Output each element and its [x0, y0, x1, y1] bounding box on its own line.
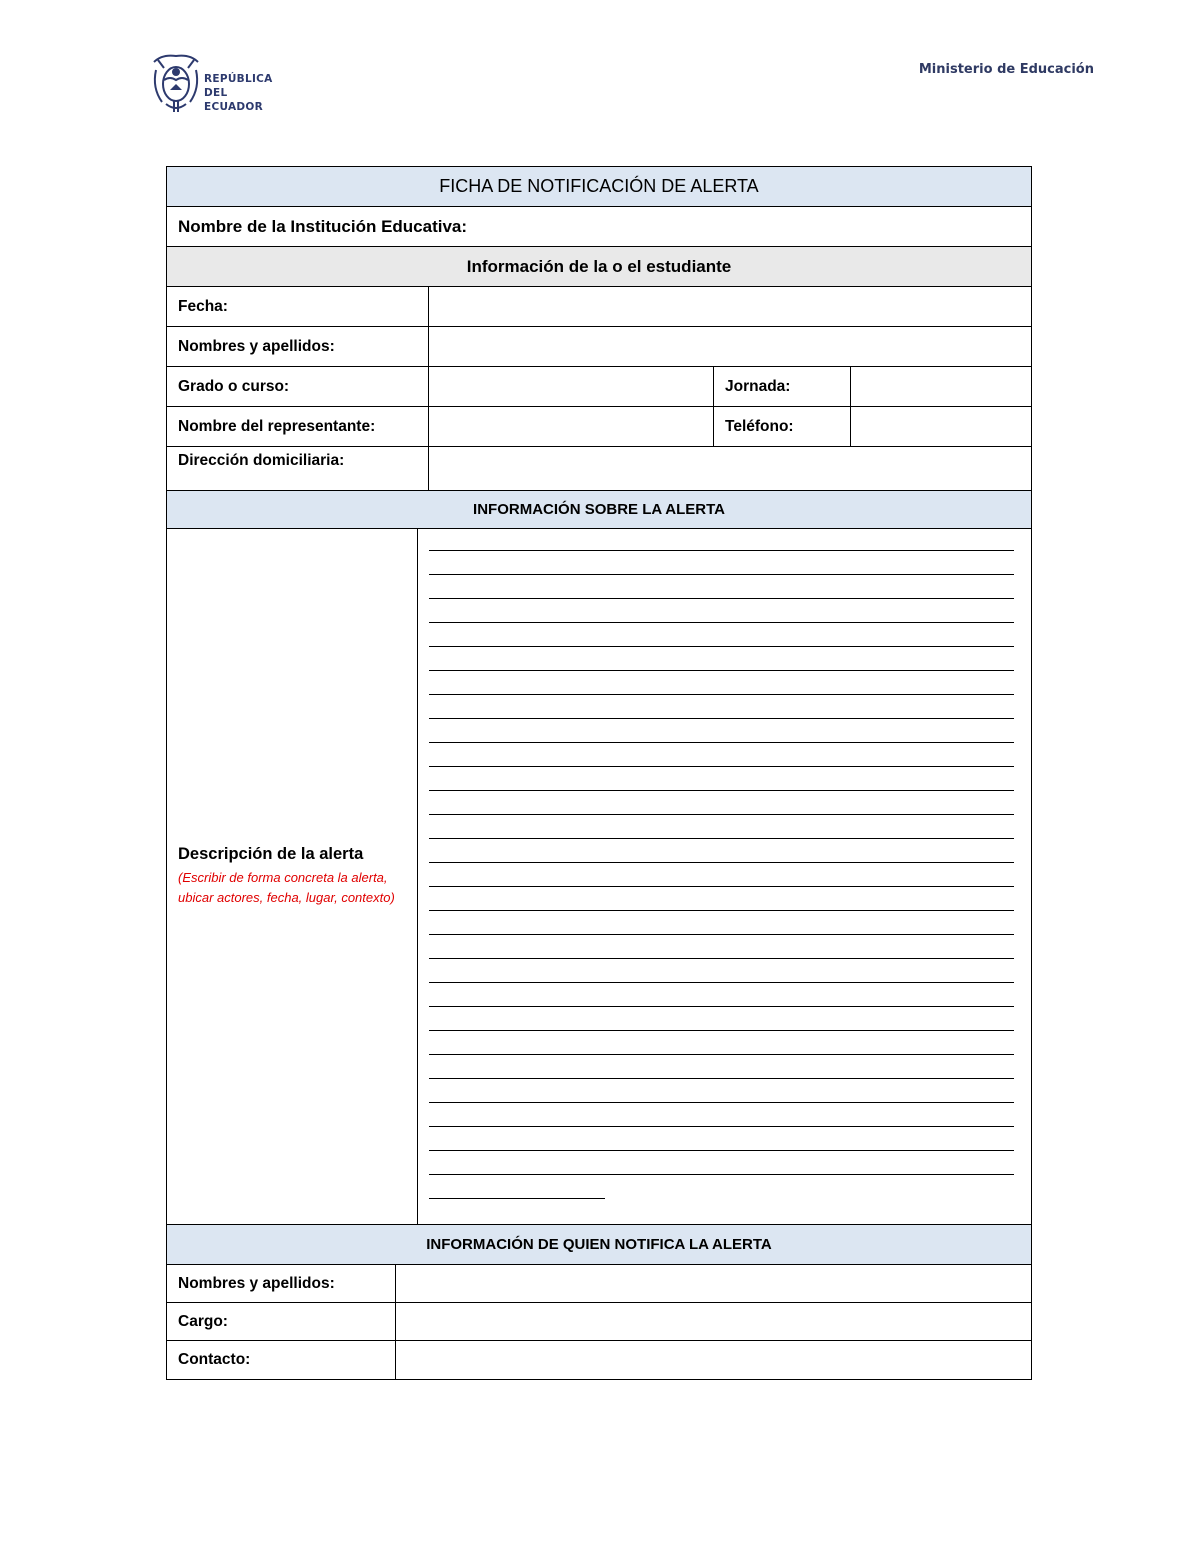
description-row — [167, 529, 1031, 1225]
student-section-row — [167, 247, 1031, 287]
form-title: FICHA DE NOTIFICACIÓN DE ALERTA — [439, 176, 759, 196]
writing-line — [429, 622, 1014, 623]
nombres-label: Nombres y apellidos: — [167, 327, 429, 366]
writing-line — [429, 886, 1014, 887]
fecha-label: Fecha: — [167, 287, 429, 326]
writing-line — [429, 1054, 1014, 1055]
notifier-section-title: INFORMACIÓN DE QUIEN NOTIFICA LA ALERTA — [426, 1236, 772, 1253]
writing-line — [429, 982, 1014, 983]
notifier-nombres-field[interactable] — [396, 1265, 1031, 1302]
writing-line — [429, 598, 1014, 599]
writing-line — [429, 574, 1014, 575]
cargo-row — [167, 1303, 1031, 1341]
writing-line — [429, 862, 1014, 863]
grado-row — [167, 367, 1031, 407]
cargo-label: Cargo: — [167, 1303, 396, 1340]
writing-line — [429, 646, 1014, 647]
alert-section-title: INFORMACIÓN SOBRE LA ALERTA — [473, 501, 725, 518]
contacto-label: Contacto: — [167, 1341, 396, 1379]
telefono-label: Teléfono: — [714, 407, 851, 446]
coat-of-arms-icon — [150, 50, 202, 115]
notifier-nombres-label: Nombres y apellidos: — [167, 1265, 396, 1302]
alert-section-row — [167, 491, 1031, 529]
writing-line — [429, 910, 1014, 911]
logo-text-line1: REPÚBLICA — [204, 73, 273, 85]
grado-label: Grado o curso: — [167, 367, 429, 406]
notifier-section-row — [167, 1225, 1031, 1265]
writing-line — [429, 1126, 1014, 1127]
direccion-label: Dirección domiciliaria: — [167, 447, 429, 490]
writing-line — [429, 550, 1014, 551]
cargo-field[interactable] — [396, 1303, 1031, 1340]
writing-line — [429, 1006, 1014, 1007]
writing-line — [429, 1030, 1014, 1031]
writing-line — [429, 838, 1014, 839]
representante-row — [167, 407, 1031, 447]
jornada-field[interactable] — [851, 367, 1031, 406]
writing-line — [429, 1078, 1014, 1079]
representante-field[interactable] — [429, 407, 714, 446]
writing-line — [429, 718, 1014, 719]
writing-line — [429, 958, 1014, 959]
writing-line — [429, 694, 1014, 695]
form-title-row — [167, 167, 1031, 207]
institution-field[interactable]: Nombre de la Institución Educativa: — [178, 216, 468, 236]
description-hint: (Escribir de forma concreta la alerta, ubicar actores, fecha, lugar, contexto) — [178, 870, 395, 905]
alert-notification-form — [166, 166, 1032, 1380]
ministry-name: Ministerio de Educación — [918, 62, 1094, 77]
nombres-field[interactable] — [429, 327, 1031, 366]
republic-logo — [150, 50, 280, 115]
writing-line — [429, 742, 1014, 743]
description-writing-area[interactable] — [418, 529, 1031, 1224]
contacto-row — [167, 1341, 1031, 1379]
writing-line — [429, 1150, 1014, 1151]
notifier-nombres-row — [167, 1265, 1031, 1303]
writing-line — [429, 766, 1014, 767]
direccion-field[interactable] — [429, 447, 1031, 490]
contacto-field[interactable] — [396, 1341, 1031, 1379]
nombres-row — [167, 327, 1031, 367]
writing-line — [429, 790, 1014, 791]
institution-row — [167, 207, 1031, 247]
writing-line — [429, 670, 1014, 671]
jornada-label: Jornada: — [714, 367, 851, 406]
writing-line — [429, 1198, 605, 1199]
description-label: Descripción de la alerta — [178, 845, 364, 863]
description-label-cell — [167, 529, 418, 1224]
writing-line — [429, 934, 1014, 935]
logo-text-line2: DEL ECUADOR — [204, 87, 264, 113]
representante-label: Nombre del representante: — [167, 407, 429, 446]
direccion-row — [167, 447, 1031, 491]
fecha-row — [167, 287, 1031, 327]
telefono-field[interactable] — [851, 407, 1031, 446]
writing-line — [429, 814, 1014, 815]
student-section-title: Información de la o el estudiante — [466, 256, 732, 276]
fecha-field[interactable] — [429, 287, 1031, 326]
writing-line — [429, 1174, 1014, 1175]
writing-line — [429, 1102, 1014, 1103]
grado-field[interactable] — [429, 367, 714, 406]
